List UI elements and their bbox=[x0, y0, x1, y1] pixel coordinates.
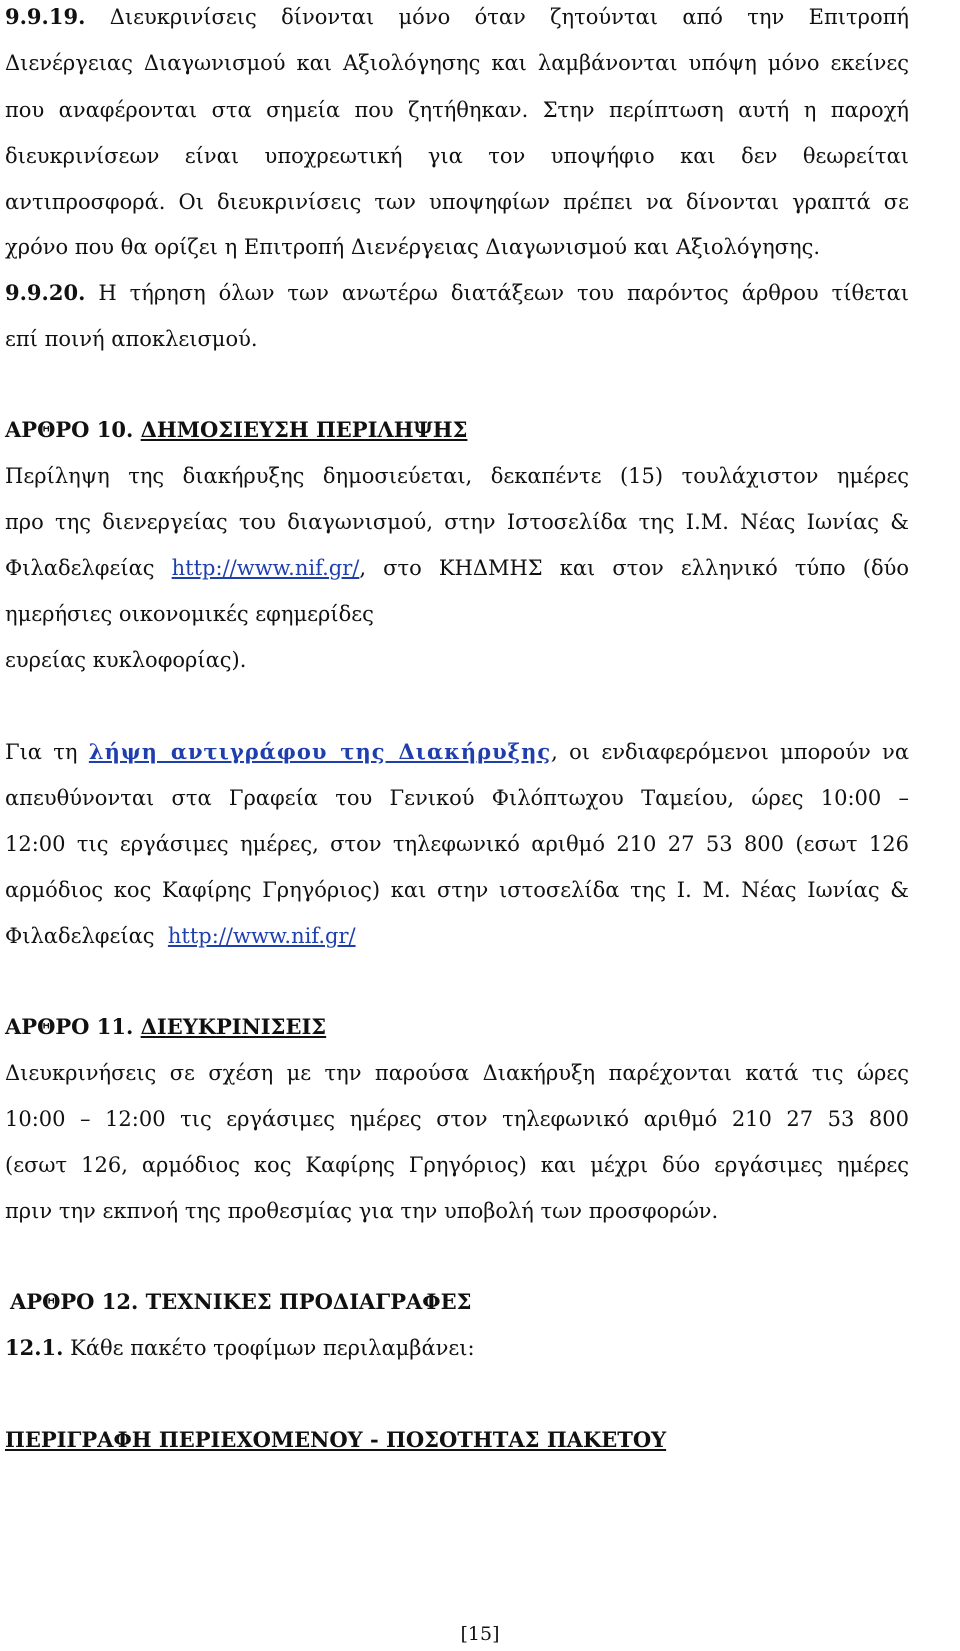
paragraph-line: ευρείας κυκλοφορίας). bbox=[5, 648, 247, 672]
paragraph-line bbox=[5, 554, 909, 582]
package-contents-heading: ΠΕΡΙΓΡΑΦΗ ΠΕΡΙΕΧΟΜΕΝΟΥ - ΠΟΣΟΤΗΤΑΣ ΠΑΚΕΤΟΥ bbox=[5, 1427, 667, 1452]
section-number: 12.1. bbox=[5, 1335, 64, 1360]
paragraph-text: Φιλαδελφείας bbox=[5, 556, 155, 580]
paragraph-line: 10:00 – 12:00 τις εργάσιμες ημέρες στον τηλεφωνικό αριθμό 210 27 53 800 bbox=[5, 1107, 909, 1131]
paragraph-line bbox=[5, 922, 909, 950]
paragraph-line: διευκρινίσεων είναι υποχρεωτική για τον υποψήφιο και δεν θεωρείται bbox=[5, 144, 909, 168]
paragraph-line: Διενέργειας Διαγωνισμού και Αξιολόγησης και λαμβάνονται υπόψη μόνο εκείνες bbox=[5, 51, 909, 75]
paragraph-line: απευθύνονται στα Γραφεία του Γενικού Φιλόπτωχου Ταμείου, ώρες 10:00 – bbox=[5, 786, 909, 810]
paragraph-line: προ της διενεργείας του διαγωνισμού, στην Ιστοσελίδα της Ι.Μ. Νέας Ιωνίας & bbox=[5, 510, 909, 534]
download-declaration-link[interactable]: λήψη αντιγράφου της Διακήρυξης bbox=[88, 739, 552, 764]
paragraph-line: Περίληψη της διακήρυξης δημοσιεύεται, δεκαπέντε (15) τουλάχιστον ημέρες bbox=[5, 464, 909, 488]
website-link[interactable]: http://www.nif.gr/ bbox=[171, 556, 360, 580]
paragraph-line bbox=[5, 3, 909, 31]
section-number: 9.9.19. bbox=[5, 4, 86, 29]
article-number: ΑΡΘΡΟ 10. bbox=[5, 417, 134, 442]
paragraph-line bbox=[5, 1334, 909, 1362]
paragraph-line: 12:00 τις εργάσιμες ημέρες, στον τηλεφωνικό αριθμό 210 27 53 800 (εσωτ 126 bbox=[5, 832, 909, 856]
article-number: ΑΡΘΡΟ 11. bbox=[5, 1014, 134, 1039]
paragraph-text: Για τη bbox=[5, 740, 78, 764]
paragraph-text: Διευκρινίσεις δίνονται μόνο όταν ζητούνται από την Επιτροπή bbox=[109, 5, 909, 29]
paragraph-line: επί ποινή αποκλεισμού. bbox=[5, 327, 258, 351]
article-10-heading bbox=[5, 416, 909, 444]
paragraph-text: Κάθε πακέτο τροφίμων περιλαμβάνει: bbox=[70, 1336, 475, 1360]
paragraph-line: αντιπροσφορά. Οι διευκρινίσεις των υποψηφίων πρέπει να δίνονται γραπτά σε bbox=[5, 190, 909, 214]
paragraph-line bbox=[5, 738, 909, 766]
paragraph-line bbox=[5, 279, 909, 307]
paragraph-text: , στο ΚΗΔΜΗΣ και στον ελληνικό τύπο (δύο bbox=[359, 556, 909, 580]
paragraph-text: Η τήρηση όλων των ανωτέρω διατάξεων του παρόντος άρθρου τίθεται bbox=[98, 281, 909, 305]
article-11-heading bbox=[5, 1013, 909, 1041]
paragraph-line: πριν την εκπνοή της προθεσμίας για την υποβολή των προσφορών. bbox=[5, 1199, 719, 1223]
article-title: ΔΗΜΟΣΙΕΥΣΗ ΠΕΡΙΛΗΨΗΣ bbox=[140, 417, 468, 442]
section-number: 9.9.20. bbox=[5, 280, 86, 305]
paragraph-line: (εσωτ 126, αρμόδιος κος Καφίρης Γρηγόριος) και μέχρι δύο εργάσιμες ημέρες bbox=[5, 1153, 909, 1177]
article-title: ΔΙΕΥΚΡΙΝΙΣΕΙΣ bbox=[140, 1014, 327, 1039]
paragraph-line: που αναφέρονται στα σημεία που ζητήθηκαν. Στην περίπτωση αυτή η παροχή bbox=[5, 98, 909, 122]
paragraph-line: ημερήσιες οικονομικές εφημερίδες bbox=[5, 602, 374, 626]
page-number: [15] bbox=[460, 1623, 500, 1645]
website-link[interactable]: http://www.nif.gr/ bbox=[167, 924, 356, 948]
article-12-heading: ΑΡΘΡΟ 12. ΤΕΧΝΙΚΕΣ ΠΡΟΔΙΑΓΡΑΦΕΣ bbox=[10, 1289, 472, 1314]
paragraph-line: Διευκρινήσεις σε σχέση με την παρούσα Διακήρυξη παρέχονται κατά τις ώρες bbox=[5, 1061, 909, 1085]
paragraph-line: αρμόδιος κος Καφίρης Γρηγόριος) και στην ιστοσελίδα της Ι. Μ. Νέας Ιωνίας & bbox=[5, 878, 909, 902]
paragraph-line: χρόνο που θα ορίζει η Επιτροπή Διενέργειας Διαγωνισμού και Αξιολόγησης. bbox=[5, 235, 821, 259]
paragraph-text: , οι ενδιαφερόμενοι μπορούν να bbox=[551, 740, 910, 764]
paragraph-text: Φιλαδελφείας bbox=[5, 924, 155, 948]
